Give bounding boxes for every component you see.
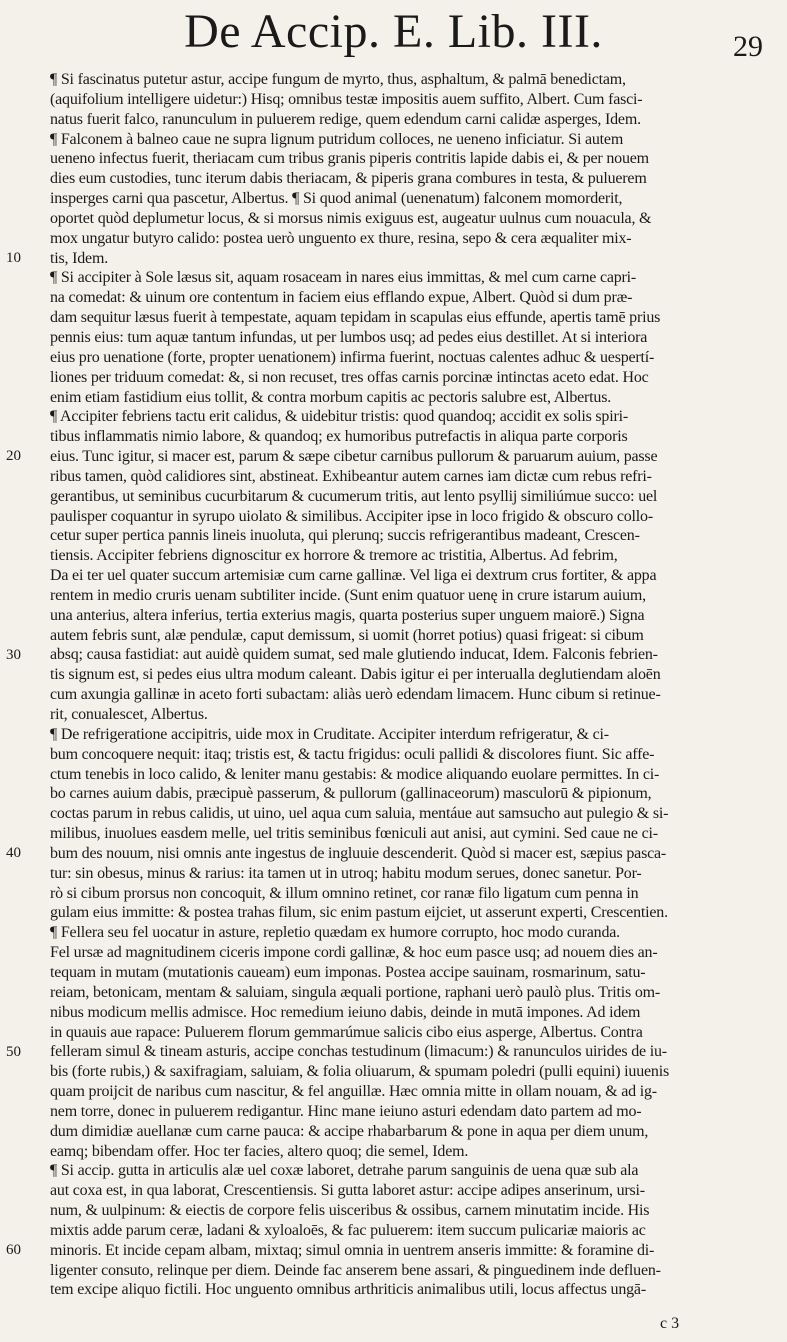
text-line: dam sequitur læsus fuerit à tempestate, aquam tepidam in scapulas eius effunde, apertis tamē prius: [50, 309, 661, 327]
text-line: felleram simul & tineam asturis, accipe conchas testudinum (limacum:) & ranunculos uirides de iu-: [50, 1043, 667, 1061]
margin-line-number: 40: [6, 845, 21, 862]
text-line: ribus tamen, quòd calidiores sint, abstineat. Exhibeantur autem carnes iam dictæ cum rebus refri-: [50, 467, 652, 485]
text-line: pennis eius: tum aquæ tantum infundas, ut per lumbos usq; ad pedes eius destillet. At si interiora: [50, 328, 648, 346]
text-line: nibus modicum mellis admisce. Hoc remedium ieiuno dabis, deinde in mutā impones. Ad idem: [50, 1003, 641, 1021]
running-title: De Accip. E. Lib. III.: [184, 5, 603, 58]
text-line: una anterius, altera inferius, tertia exterius magis, quarta posterius super unguem maiorē.) Signa: [50, 606, 645, 624]
text-line: enim etiam fastidium eius tollit, & contra morbum capitis ac pectoris salubre est, Albertus.: [50, 388, 612, 406]
text-line: insperges carni qua pascetur, Albertus. ¶ Si quod animal (uenenatum) falconem momorderit,: [50, 190, 623, 208]
text-line: coctas parum in rebus calidis, ut uino, uel aqua cum saluia, mentáue aut samsucho aut pulegio & si-: [50, 805, 669, 823]
text-line: (aquifolium intelligere uidetur:) Hisq; omnibus testæ impositis auem suffito, Albert. Cum fasci-: [50, 90, 643, 108]
margin-line-number: 30: [6, 646, 21, 663]
text-line: rit, conualescet, Albertus.: [50, 706, 208, 723]
text-line: num, & uulpinum: & eiectis de corpore felis uisceribus & ossibus, carnem minutatim incide. His: [50, 1202, 650, 1220]
text-line: tibus inflammatis nimio labore, & quandoq; ex humoribus putrefactis in aliqua parte corporis: [50, 428, 628, 446]
body-text: [50, 70, 770, 1300]
text-line: liones per triduum comedat: &, si non recuset, tres offas carnis porcinæ intinctas aceto edat. Hoc: [50, 368, 649, 386]
text-line: in quauis aue rapace: Puluerem florum gemmarúmue salicis cibo eius asperge, Albertus. Contra: [50, 1023, 643, 1041]
text-line: ¶ Si accipiter à Sole læsus sit, aquam rosaceam in nares eius immittas, & mel cum carne capri-: [50, 269, 637, 287]
text-line: rò si cibum prorsus non concoquit, & illum omnino retinet, cor ranæ filo ligatum cum penna in: [50, 884, 639, 902]
text-line: ctum tenebis in loco calido, & leniter manu gestabis: & modice aliquando euolare permittes. In ci-: [50, 765, 660, 783]
text-line: oportet quòd deplumetur locus, & si morsus nimis exiguus est, augeatur uulnus cum nouacula, &: [50, 209, 652, 227]
text-line: gerantibus, ut seminibus cucurbitarum & cucumerum tritis, aut lento psyllij similiúmue succo: uel: [50, 487, 658, 505]
text-line: ¶ Accipiter febriens tactu erit calidus, & uidebitur tristis: quod quandoq; accidit ex solis spiri-: [50, 408, 628, 426]
text-line: mox ungatur butyro calido: postea uerò unguento ex thure, resina, sepo & cera æqualiter mix-: [50, 229, 632, 247]
text-line: dies eum custodies, tunc iterum dabis theriacam, & piperis grana combures in testa, & puluerem: [50, 170, 647, 188]
text-line: tur: sin obesus, minus & rarius: ita tamen ut in utroq; habitu modum serues, donec sanetur. Por-: [50, 864, 642, 882]
text-line: dum dimidiæ auellanæ cum carne pauca: & accipe rhabarbarum & pone in aqua per diem unum,: [50, 1122, 649, 1140]
margin-line-number: 10: [6, 249, 21, 266]
text-line: bis (forte rubis,) & saxifragiam, saluiam, & folia oliuarum, & spumam poledri (pulli equini) iuuenis: [50, 1063, 669, 1081]
text-line: autem febris sunt, alæ pendulæ, caput demissum, si uomit (horret potius) quasi frigeat: si cibum: [50, 626, 644, 644]
text-line: cum axungia gallinæ in aceto forti subactam: aliàs uerò edendam limacem. Hunc cibum si retinue-: [50, 686, 661, 704]
text-line: Fel ursæ ad magnitudinem ciceris impone cordi gallinæ, & hoc eum pasce usq; ad nouem dies an-: [50, 944, 658, 962]
text-line: ¶ Si accip. gutta in articulis alæ uel coxæ laboret, detrahe parum sanguinis de uena quæ sub ala: [50, 1162, 639, 1180]
text-line: aut coxa est, in qua laborat, Crescentiensis. Si gutta laboret astur: accipe adipes anserinum, ursi-: [50, 1182, 645, 1200]
margin-line-number: 50: [6, 1043, 21, 1060]
text-line: tis signum est, si pedes eius ultra modum caleant. Dabis igitur ei per interualla deglutiendam aloēn: [50, 666, 661, 684]
text-line: eamq; bibendam offer. Hoc ter facies, altero quoq; die semel, Idem.: [50, 1142, 469, 1160]
text-line: bum concoquere nequit: itaq; tristis est, & tactu frigidus: oculi pallidi & discolores fiunt. Sic affe-: [50, 745, 655, 763]
margin-line-number: 20: [6, 448, 21, 465]
text-line: ¶ Si fascinatus putetur astur, accipe fungum de myrto, thus, asphaltum, & palmā benedictam,: [50, 71, 626, 88]
text-line: quam proijcit de naribus cum nascitur, & fel anguillæ. Hæc omnia mitte in ollam nouam, & ad ig-: [50, 1083, 657, 1101]
signature-mark: c 3: [660, 1315, 680, 1332]
text-line: bum des nouum, nisi omnis ante ingestus de ingluuie descenderit. Quòd si macer est, sæpius pasca-: [50, 844, 667, 862]
text-line: paulisper coquantur in syrupo uiolato & similibus. Accipiter ipse in loco frigido & obscuro collo-: [50, 507, 653, 525]
text-line: ¶ Fellera seu fel uocatur in asture, repletio quædam ex humore corrupto, hoc modo curanda.: [50, 924, 620, 942]
text-line: tiensis. Accipiter febriens dignoscitur ex horrore & tremore ac tristitia, Albertus. Ad febrim,: [50, 547, 618, 565]
text-line: natus fuerit falco, ranunculum in puluerem redige, quem edendum carni calidæ asperges, Idem.: [50, 110, 641, 128]
text-line: reiam, betonicam, mentam & saluiam, singula æquali portione, raphani uerò paulò plus. Tritis om-: [50, 983, 661, 1001]
text-line: minoris. Et incide cepam albam, mixtaq; simul omnia in uentrem anseris immitte: & foramine di-: [50, 1241, 655, 1259]
text-line: ¶ Falconem à balneo caue ne supra lignum putridum colloces, ne ueneno inficiatur. Si autem: [50, 130, 624, 148]
text-line: mixtis adde parum ceræ, ladani & xyloaloēs, & fac puluerem: item succum pulicariæ maioris ac: [50, 1221, 646, 1239]
text-line: nem torre, donec in puluerem redigantur. Hinc mane ieiuno asturi edendam dato partem ad mo-: [50, 1102, 642, 1120]
text-line: ¶ De refrigeratione accipitris, uide mox in Cruditate. Accipiter interdum refrigeratur, & ci-: [50, 725, 609, 743]
text-line: bo carnes auium dabis, præcipuè passerum, & pullorum (gallinaceorum) masculorū & pipionum,: [50, 785, 652, 803]
text-line: gulam eius immitte: & postea trahas filum, sic enim pastum eijciet, ut asserunt experti, Crescentien.: [50, 904, 668, 922]
text-line: ueneno infectus fuerit, theriacam cum tribus granis piperis contritis lapide dabis ei, & per nouem: [50, 150, 649, 168]
folio-number: 29: [733, 30, 763, 63]
text-line: absq; causa fastidiat: aut auidè quidem sumat, sed male glutiendo inducat, Idem. Falconis febrien-: [50, 646, 658, 664]
text-line: rentem in medio cruris uenam subtiliter incide. (Sunt enim quatuor uenę in crure istarum auium,: [50, 586, 646, 604]
text-line: eius pro uenatione (forte, propter uenationem) infirma fuerint, noctuas calentes adhuc & uespertí-: [50, 348, 655, 366]
text-line: Da ei ter uel quater succum artemisiæ cum carne gallinæ. Vel liga ei dextrum crus fortiter, & appa: [50, 567, 657, 585]
text-line: tem excipe aliquo fictili. Hoc unguento omnibus arthriticis animalibus utili, locus affectus ungā-: [50, 1281, 646, 1299]
text-line: ligenter consuto, relinque per diem. Deinde fac anserem bene assari, & pinguedinem inde defluen-: [50, 1261, 661, 1279]
text-line: tis, Idem.: [50, 249, 108, 267]
text-line: cetur super pertica pannis lineis inuoluta, qui plerunq; succis refrigerantibus madeant, Crescen-: [50, 527, 640, 545]
text-line: na comedat: & uinum ore contentum in faciem eius efflando expue, Albert. Quòd si dum præ-: [50, 289, 633, 307]
margin-line-number: 60: [6, 1242, 21, 1259]
text-line: eius. Tunc igitur, si macer est, parum & sæpe cibetur carnibus pullorum & paruarum auium, passe: [50, 448, 658, 466]
text-line: milibus, inuolues easdem melle, uel tritis seminibus fœniculi aut anisi, aut cymini. Sed caue ne ci-: [50, 825, 658, 843]
text-line: tequam in mutam (mutationis caueam) eum imponas. Postea accipe sauinam, rosmarinum, satu-: [50, 963, 646, 981]
